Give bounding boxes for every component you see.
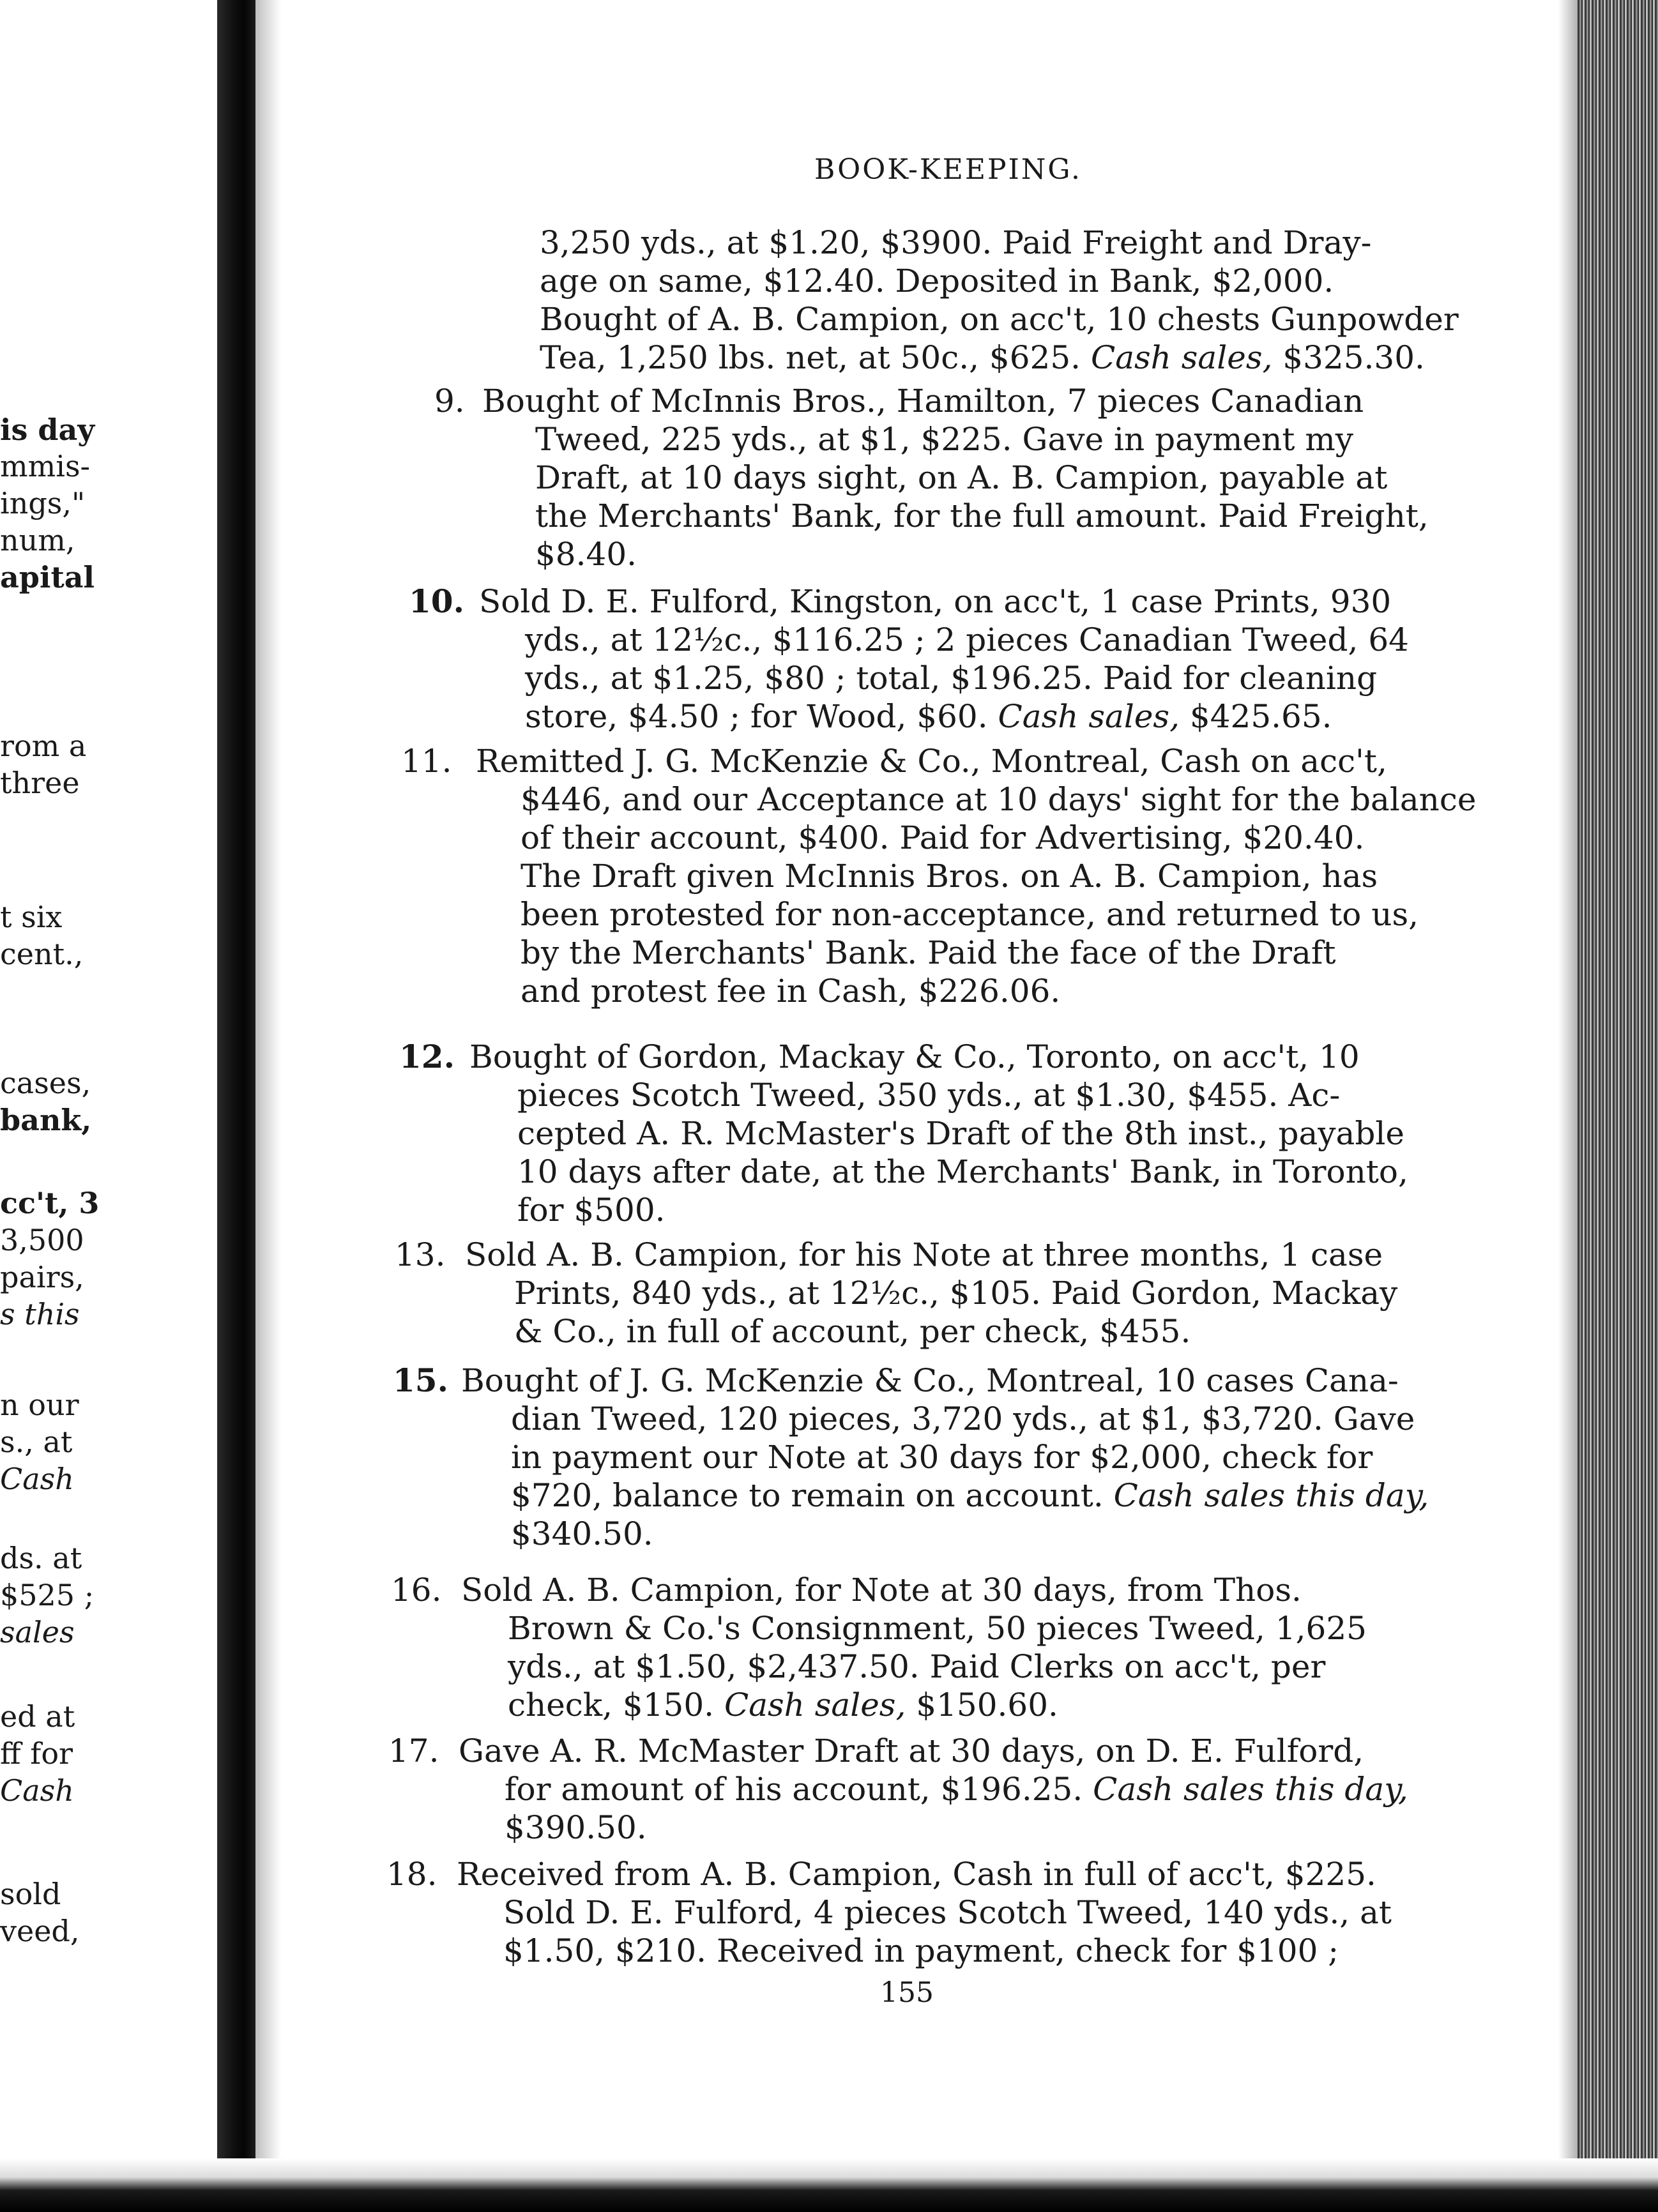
entry-line: Gave A. R. McMaster Draft at 30 days, on D. E. Fulford,: [459, 1732, 1364, 1769]
left-frag-line: s., at: [0, 1425, 73, 1459]
entry-line: age on same, $12.40. Deposited in Bank, $2,000.: [540, 262, 1334, 299]
entry-line: 10 days after date, at the Merchants' Bank, in Toronto,: [517, 1153, 1408, 1190]
entry-line: $390.50.: [505, 1809, 647, 1846]
left-frag-line: pairs,: [0, 1260, 84, 1294]
entry-text: check, $150.: [508, 1686, 715, 1723]
entry-line: yds., at $1.50, $2,437.50. Paid Clerks on acc't, per: [508, 1648, 1326, 1685]
entry-date-number: 17.: [388, 1732, 439, 1769]
entry-date-number: 18.: [386, 1856, 437, 1893]
page-running-header: BOOK-KEEPING.: [814, 153, 1082, 186]
entry-date-number: 9.: [434, 383, 465, 420]
entry-text: $720, balance to remain on account.: [511, 1477, 1104, 1514]
cash-sales-label: Cash sales this day,: [1093, 1771, 1408, 1808]
left-frag-line: ff for: [0, 1736, 73, 1771]
entry-line: [525, 697, 1332, 736]
left-frag-line: veed,: [0, 1914, 80, 1948]
scan-bottom-edge: [0, 2158, 1658, 2212]
left-frag-line: s this: [0, 1297, 80, 1331]
entry-line: Draft, at 10 days sight, on A. B. Campion, payable at: [535, 459, 1388, 496]
entry-line: yds., at 12½c., $116.25 ; 2 pieces Canadian Tweed, 64: [525, 621, 1409, 658]
entry-line: Bought of McInnis Bros., Hamilton, 7 pieces Canadian: [482, 383, 1364, 420]
entry-line: Tweed, 225 yds., at $1, $225. Gave in payment my: [535, 421, 1353, 458]
entry-line: Bought of A. B. Campion, on acc't, 10 chests Gunpowder: [540, 301, 1459, 338]
left-frag-line: bank,: [0, 1103, 92, 1137]
cash-sales-label: Cash sales this day,: [1113, 1477, 1429, 1514]
entry-line: and protest fee in Cash, $226.06.: [521, 973, 1061, 1010]
left-frag-line: sold: [0, 1877, 61, 1911]
entry-text: for amount of his account, $196.25.: [505, 1771, 1083, 1808]
entry-line: Bought of J. G. McKenzie & Co., Montreal, 10 cases Cana-: [461, 1362, 1399, 1399]
cash-sales-label: Cash sales,: [724, 1686, 906, 1723]
left-frag-line: apital: [0, 560, 95, 595]
left-frag-line: n our: [0, 1388, 79, 1422]
entry-date-number: 12.: [399, 1038, 455, 1075]
left-frag-line: sales: [0, 1615, 75, 1649]
left-frag-line: t six: [0, 900, 63, 934]
entry-line: the Merchants' Bank, for the full amount. Paid Freight,: [535, 497, 1429, 534]
entry-text: Tea, 1,250 lbs. net, at 50c., $625.: [540, 339, 1081, 376]
entry-line: yds., at $1.25, $80 ; total, $196.25. Paid for cleaning: [525, 660, 1378, 697]
entry-line: Sold A. B. Campion, for Note at 30 days, from Thos.: [461, 1572, 1302, 1609]
entry-line: $8.40.: [535, 536, 637, 573]
entry-line: Received from A. B. Campion, Cash in full of acc't, $225.: [457, 1856, 1376, 1893]
page-edge-stack: [1578, 0, 1658, 2212]
left-frag-line: three: [0, 766, 80, 800]
entry-line: been protested for non-acceptance, and returned to us,: [521, 896, 1419, 933]
left-frag-line: rom a: [0, 729, 87, 763]
entry-line: Bought of Gordon, Mackay & Co., Toronto, on acc't, 10: [469, 1038, 1360, 1075]
left-frag-line: mmis-: [0, 449, 91, 483]
entry-line: 3,250 yds., at $1.20, $3900. Paid Freight and Dray-: [540, 224, 1372, 261]
entry-line: Sold D. E. Fulford, 4 pieces Scotch Tweed, 140 yds., at: [503, 1894, 1392, 1931]
left-frag-line: ds. at: [0, 1541, 82, 1575]
entry-line: Sold A. B. Campion, for his Note at three months, 1 case: [465, 1236, 1383, 1273]
page-edge-shadow: [1558, 0, 1580, 2212]
gutter-shadow: [255, 0, 281, 2212]
left-frag-line: cc't, 3: [0, 1186, 100, 1220]
entry-line: in payment our Note at 30 days for $2,000, check for: [511, 1439, 1373, 1476]
left-frag-line: ed at: [0, 1699, 75, 1734]
left-frag-line: $525 ;: [0, 1578, 95, 1612]
left-frag-line: ings,": [0, 486, 86, 520]
left-frag-line: 3,500: [0, 1223, 84, 1257]
entry-line: Prints, 840 yds., at 12½c., $105. Paid Gordon, Mackay: [514, 1275, 1398, 1312]
entry-line: by the Merchants' Bank. Paid the face of the Draft: [521, 934, 1336, 971]
cash-sales-amount: $325.30.: [1282, 339, 1425, 376]
left-frag-line: Cash: [0, 1462, 74, 1496]
left-frag-line: Cash: [0, 1773, 74, 1808]
entry-text: store, $4.50 ; for Wood, $60.: [525, 698, 988, 735]
entry-line: [511, 1476, 1429, 1515]
entry-line: $446, and our Acceptance at 10 days' sight for the balance: [521, 781, 1477, 818]
entry-line: [505, 1770, 1408, 1808]
entry-line: Remitted J. G. McKenzie & Co., Montreal, Cash on acc't,: [476, 743, 1387, 780]
entry-line: for $500.: [517, 1192, 665, 1229]
left-page-fragment: [0, 0, 211, 2212]
entry-date-number: 11.: [401, 743, 452, 780]
entry-line: dian Tweed, 120 pieces, 3,720 yds., at $1, $3,720. Gave: [511, 1400, 1415, 1437]
entry-line: cepted A. R. McMaster's Draft of the 8th inst., payable: [517, 1115, 1404, 1152]
entry-line: [508, 1686, 1058, 1724]
entry-line: of their account, $400. Paid for Advertising, $20.40.: [521, 819, 1365, 856]
page-number: 155: [880, 1976, 934, 2009]
entry-date-number: 10.: [409, 582, 464, 620]
entry-line: Sold D. E. Fulford, Kingston, on acc't, 1 case Prints, 930: [479, 583, 1392, 620]
entry-line: Brown & Co.'s Consignment, 50 pieces Tweed, 1,625: [508, 1610, 1367, 1647]
entry-line: & Co., in full of account, per check, $455.: [514, 1313, 1191, 1350]
cash-sales-label: Cash sales,: [998, 698, 1180, 735]
entry-line: [540, 338, 1425, 377]
entry-date-number: 15.: [393, 1361, 448, 1399]
left-frag-line: cent.,: [0, 937, 84, 971]
left-frag-line: cases,: [0, 1066, 91, 1100]
left-frag-line: is day: [0, 413, 95, 447]
book-gutter: [217, 0, 255, 2212]
entry-line: $1.50, $210. Received in payment, check for $100 ;: [503, 1932, 1339, 1969]
cash-sales-amount: $425.65.: [1189, 698, 1332, 735]
left-frag-line: num,: [0, 523, 75, 557]
cash-sales-amount: $150.60.: [916, 1686, 1058, 1723]
entry-date-number: 13.: [395, 1236, 446, 1273]
entry-line: pieces Scotch Tweed, 350 yds., at $1.30, $455. Ac-: [517, 1077, 1341, 1114]
entry-date-number: 16.: [391, 1572, 442, 1609]
cash-sales-label: Cash sales,: [1090, 339, 1273, 376]
entry-line: The Draft given McInnis Bros. on A. B. Campion, has: [521, 858, 1378, 895]
entry-line: $340.50.: [511, 1515, 653, 1552]
